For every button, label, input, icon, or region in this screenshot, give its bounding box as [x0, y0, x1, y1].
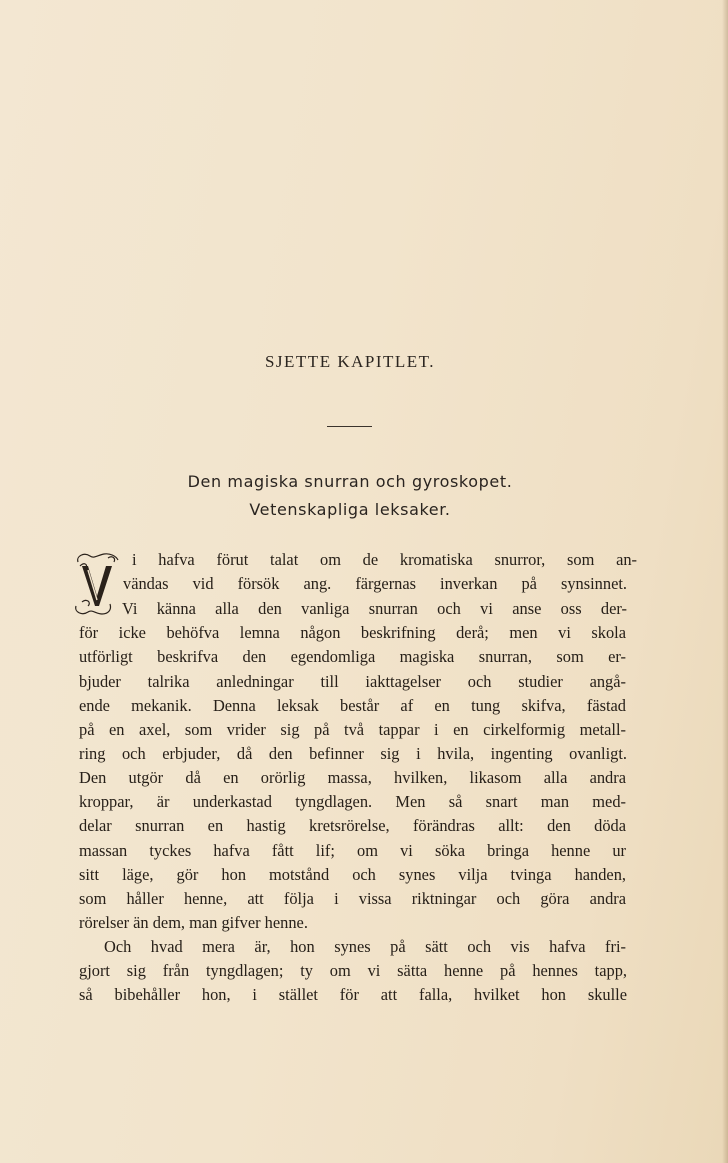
text-line-13: massan tyckes hafva fått lif; om vi söka bringa henne ur [79, 841, 626, 860]
text-line-1: i hafva förut talat om de kromatiska snurror, som an- [132, 550, 637, 569]
text-line-6: bjuder talrika anledningar till iakttagelser och studier angå- [79, 672, 626, 691]
text-line-3: Vi känna alla den vanliga snurran och vi anse oss der- [122, 599, 627, 618]
text-line-12: delar snurran en hastig kretsrörelse, förändras allt: den döda [79, 816, 626, 835]
text-line-8: på en axel, som vrider sig på två tappar i en cirkelformig metall- [79, 720, 626, 739]
text-line-7: ende mekanik. Denna leksak består af en tung skifva, fästad [79, 696, 626, 715]
text-line-10: Den utgör då en orörlig massa, hvilken, likasom alla andra [79, 768, 626, 787]
subtitle-line-2: Vetenskapliga leksaker. [249, 500, 451, 519]
text-line-17: Och hvad mera är, hon synes på sätt och vis hafva fri- [104, 937, 626, 956]
chapter-title: SJETTE KAPITLET. [264, 352, 436, 371]
text-line-19: så bibehåller hon, i stället för att falla, hvilket hon skulle [79, 985, 627, 1004]
title-divider [327, 426, 372, 427]
text-line-11: kroppar, är underkastad tyngdlagen. Men så snart man med- [79, 792, 626, 811]
text-line-2: vändas vid försök ang. färgernas inverkan på synsinnet. [123, 574, 627, 593]
text-line-14: sitt läge, gör hon motstånd och synes vilja tvinga handen, [79, 865, 626, 884]
ornamental-initial-icon [74, 552, 120, 616]
text-line-18: gjort sig från tyngdlagen; ty om vi sätta henne på hennes tapp, [79, 961, 627, 980]
text-line-5: utförligt beskrifva den egendomliga magiska snurran, som er- [79, 647, 626, 666]
subtitle-line-1: Den magiska snurran och gyroskopet. [187, 472, 513, 491]
dropcap-letter: V [97, 610, 98, 611]
text-line-16: rörelser än dem, man gifver henne. [79, 913, 308, 932]
text-line-9: ring och erbjuder, då den befinner sig i hvila, ingenting ovanligt. [79, 744, 627, 763]
text-line-15: som håller henne, att följa i vissa riktningar och göra andra [79, 889, 626, 908]
text-line-4: för icke behöfva lemna någon beskrifning derå; men vi skola [79, 623, 626, 642]
page-edge [722, 0, 728, 1163]
